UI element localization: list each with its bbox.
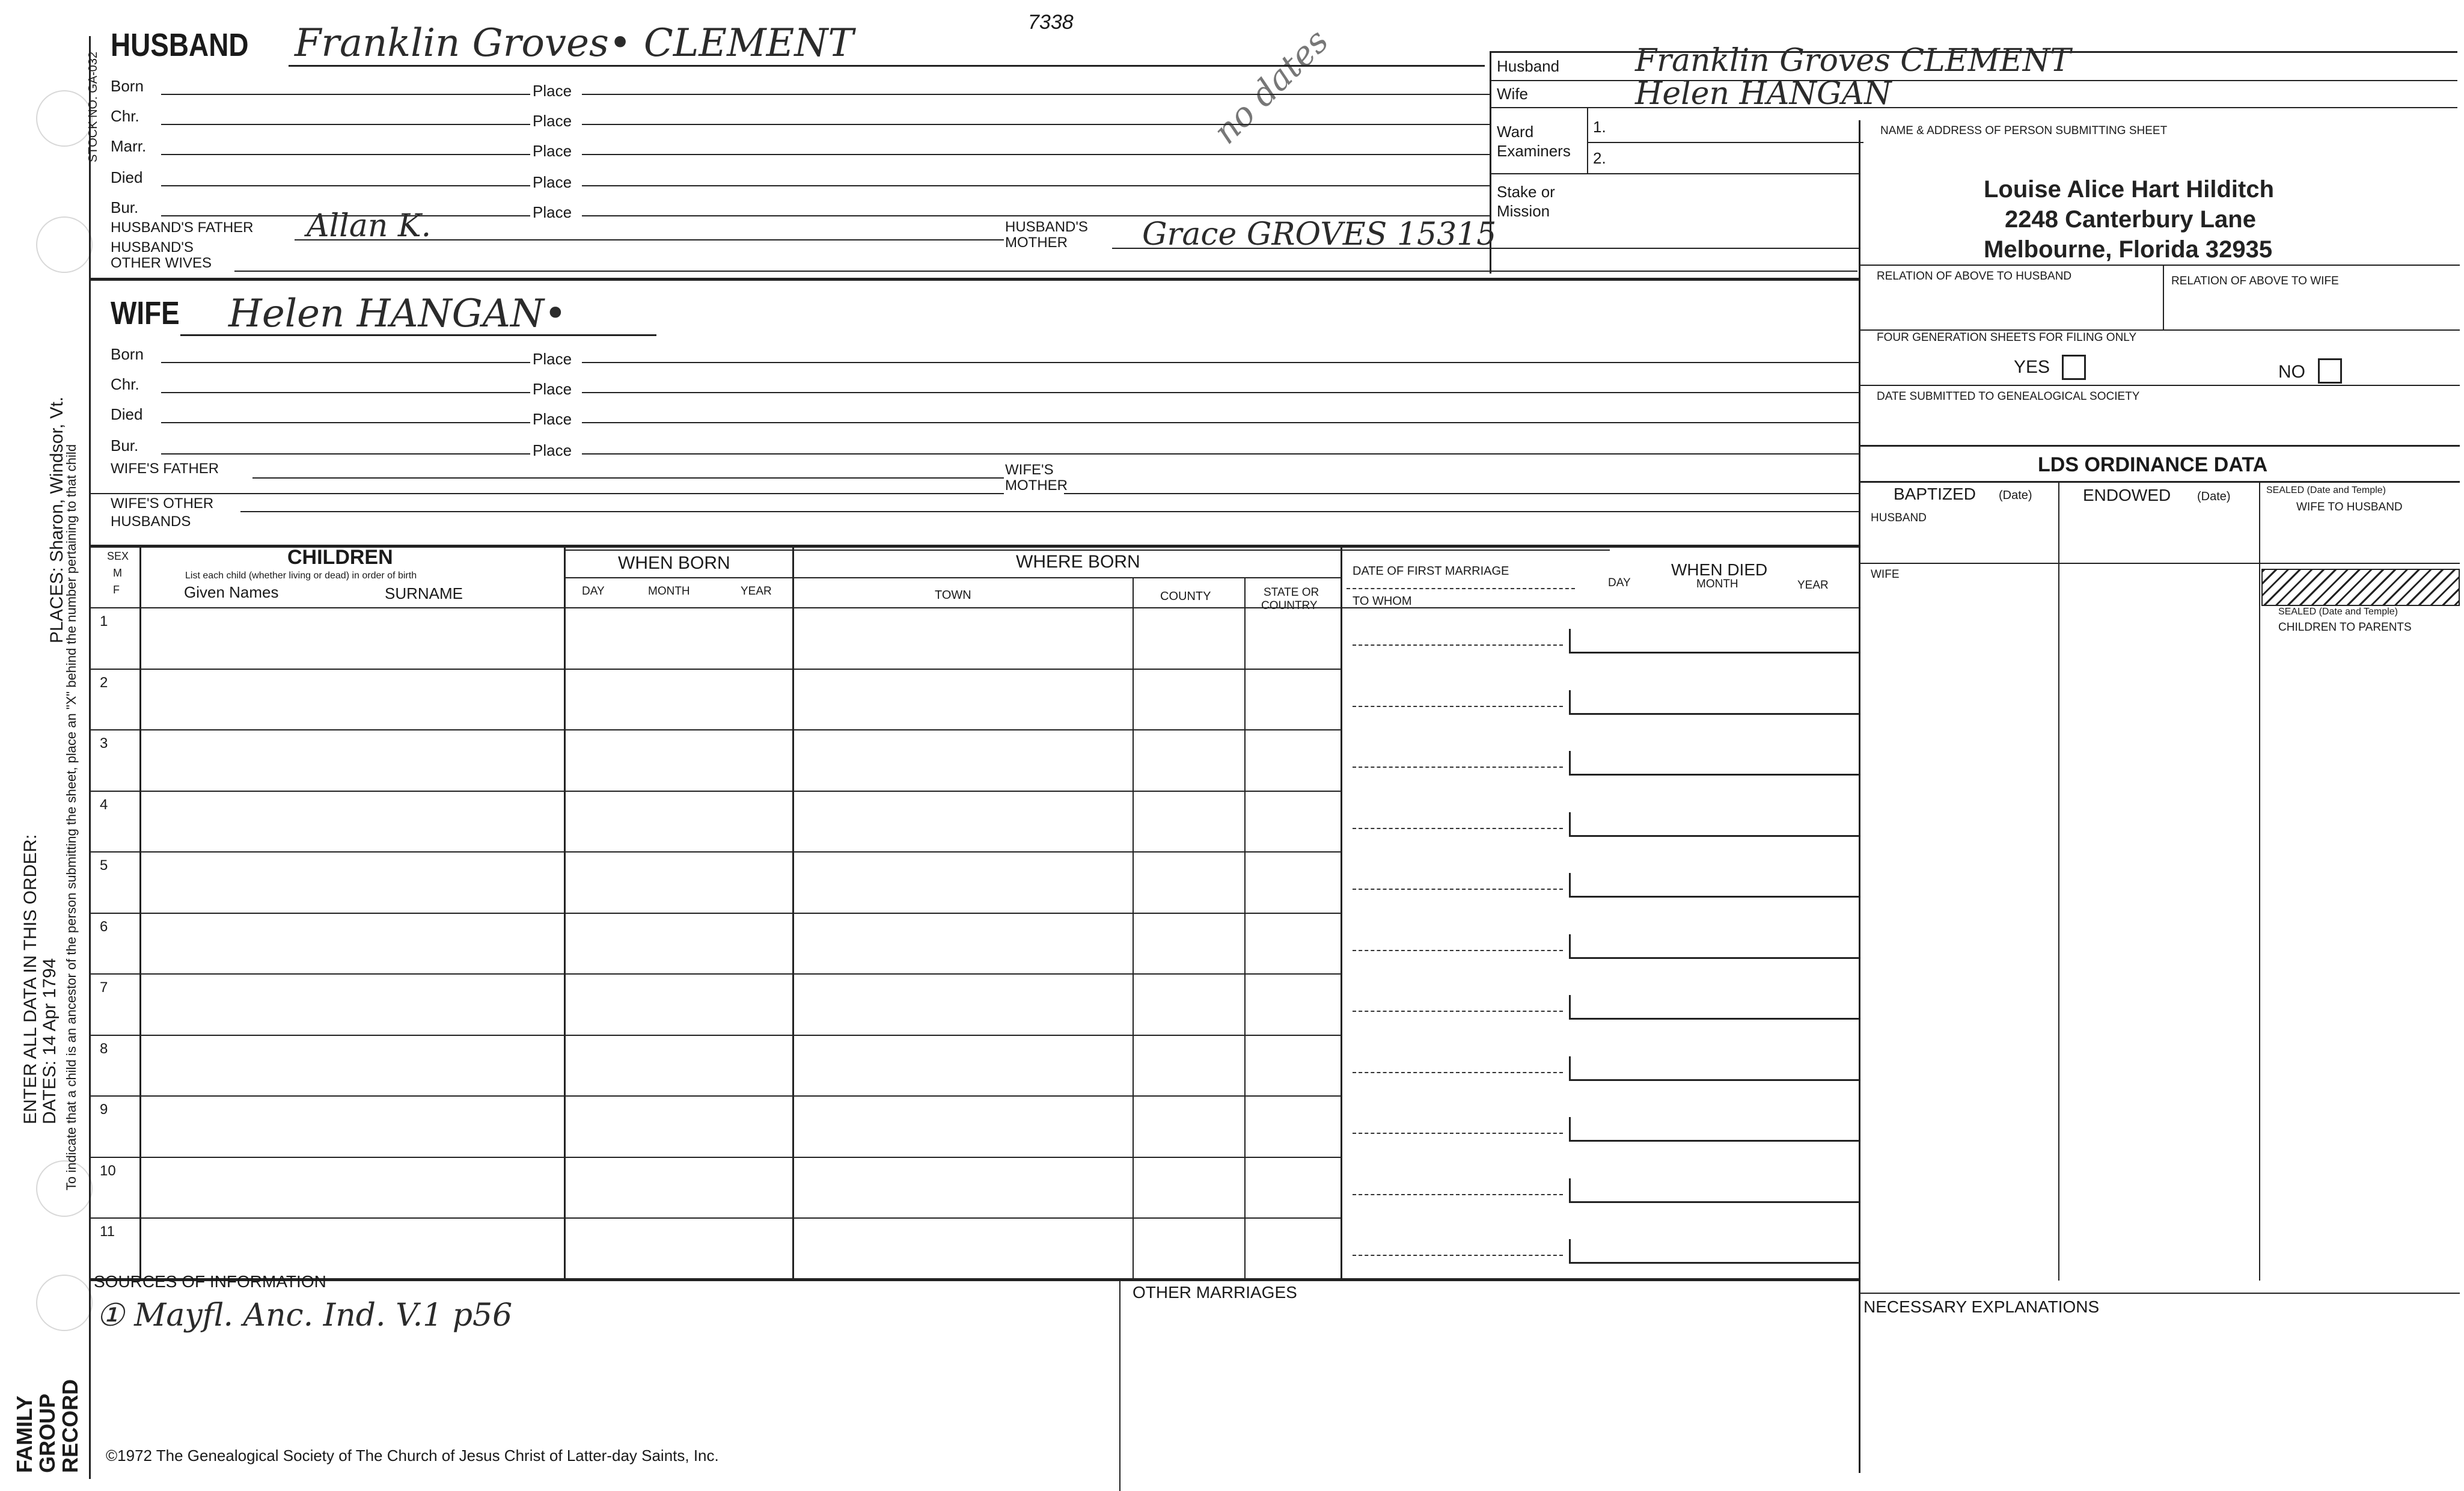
- husband-father-value[interactable]: Allan K.: [307, 208, 432, 244]
- children-born-divider: [792, 545, 794, 1278]
- children-when-died: WHEN DIED: [1671, 560, 1768, 579]
- copyright: ©1972 The Genealogical Society of The Church of Jesus Christ of Latter-day Saints, Inc.: [106, 1447, 719, 1465]
- wife-other-husbands-2: HUSBANDS: [111, 513, 191, 530]
- lds-hatched-box: [2261, 569, 2460, 606]
- rp-ward-label-2: Examiners: [1497, 142, 1571, 160]
- child-died-bracket: [1569, 873, 1571, 897]
- husband-heading: HUSBAND: [111, 27, 249, 63]
- wife-chr-label: Chr.: [111, 375, 139, 393]
- child-died-line[interactable]: [1569, 1201, 1859, 1203]
- wife-mother-line: [1064, 493, 1859, 494]
- child-marriage-dash[interactable]: [1353, 889, 1563, 890]
- rp-no-label: NO: [2278, 362, 2305, 382]
- wife-other-husbands-1: WIFE'S OTHER: [111, 495, 214, 512]
- child-row-line: [89, 851, 1341, 853]
- wife-place-label: Place: [533, 350, 572, 368]
- punch-hole: [36, 90, 93, 147]
- places-note: PLACES: Sharon, Windsor, Vt.: [47, 396, 67, 643]
- children-state-1: STATE OR: [1264, 586, 1319, 599]
- wife-bur-label: Bur.: [111, 436, 139, 455]
- child-row-number: 9: [100, 1101, 108, 1118]
- child-died-bracket: [1569, 629, 1571, 653]
- children-title: CHILDREN: [287, 546, 393, 569]
- child-died-bracket: [1569, 1239, 1571, 1263]
- children-sex-divider: [139, 545, 141, 1278]
- children-town-divider: [1133, 577, 1134, 1278]
- rp-submitter-bottom: [1859, 265, 2460, 266]
- husband-section-bottom: [89, 278, 1859, 281]
- children-first-marriage: DATE OF FIRST MARRIAGE: [1353, 565, 1509, 578]
- child-marriage-dash[interactable]: [1353, 644, 1563, 646]
- husband-born-label: Born: [111, 77, 144, 95]
- husband-id-number: 7338: [1028, 11, 1074, 34]
- children-county-divider: [1244, 577, 1246, 1278]
- wife-place-line[interactable]: [582, 453, 1859, 455]
- lds-endowed-date: (Date): [2197, 490, 2231, 503]
- husband-date-line[interactable]: [161, 124, 530, 125]
- husband-place-label: Place: [533, 203, 572, 221]
- husband-place-line[interactable]: [582, 94, 1490, 95]
- child-died-bracket: [1569, 1056, 1571, 1080]
- lds-sealed-1: SEALED (Date and Temple): [2266, 485, 2386, 495]
- no-dates-note: no dates: [1206, 21, 1336, 152]
- form-title: [13, 1317, 81, 1473]
- rp-wife-line: [1490, 107, 2457, 108]
- child-marriage-dash[interactable]: [1353, 1011, 1563, 1012]
- children-name-divider: [564, 545, 566, 1278]
- husband-father-line: [295, 239, 1004, 240]
- lds-header-line: [1859, 481, 2460, 483]
- when-born-sub-line: [564, 577, 792, 578]
- husband-date-line[interactable]: [161, 94, 530, 95]
- husband-other-wives-1: HUSBAND'S: [111, 239, 194, 256]
- child-row-line: [89, 729, 1341, 730]
- wife-other-husbands-line: [240, 511, 1859, 512]
- child-row-number: 2: [100, 675, 108, 691]
- other-marriages-label: OTHER MARRIAGES: [1133, 1283, 1297, 1302]
- rp-relation-divider: [2163, 265, 2164, 329]
- children-state-2: COUNTRY: [1261, 599, 1318, 612]
- wife-place-label: Place: [533, 441, 572, 459]
- children-town: TOWN: [935, 589, 971, 602]
- child-died-line[interactable]: [1569, 1262, 1859, 1264]
- rp-ward-divider: [1587, 108, 1588, 173]
- husband-mother-line: [1112, 248, 1859, 249]
- husband-other-wives-2: OTHER WIVES: [111, 255, 212, 271]
- husband-name[interactable]: Franklin Groves• CLEMENT: [295, 21, 854, 66]
- rp-four-gen: FOUR GENERATION SHEETS FOR FILING ONLY: [1877, 331, 2137, 344]
- form-title-text: FAMILY GROUP RECORD: [12, 1379, 82, 1473]
- rp-submitter-line2[interactable]: 2248 Canterbury Lane: [2005, 206, 2256, 233]
- rp-ward-label-1: Ward: [1497, 123, 1534, 141]
- child-marriage-dash[interactable]: [1353, 706, 1563, 707]
- child-died-bracket: [1569, 995, 1571, 1019]
- husband-mother-label-1: HUSBAND'S: [1005, 219, 1088, 235]
- child-row-line: [89, 1035, 1341, 1036]
- child-died-line[interactable]: [1569, 1140, 1859, 1142]
- child-row-line: [89, 669, 1341, 670]
- child-row-number: 1: [100, 613, 108, 629]
- husband-place-label: Place: [533, 173, 572, 191]
- punch-hole: [36, 216, 93, 273]
- lds-husband: HUSBAND: [1871, 512, 1927, 524]
- wife-place-label: Place: [533, 410, 572, 428]
- rp-yes-label: YES: [2014, 357, 2050, 377]
- child-row-number: 3: [100, 735, 108, 752]
- children-sex-2: M: [113, 567, 122, 579]
- child-died-line[interactable]: [1569, 713, 1859, 715]
- sources-label: SOURCES OF INFORMATION: [94, 1272, 326, 1291]
- rp-relation-husband: RELATION OF ABOVE TO HUSBAND: [1877, 270, 2072, 283]
- rp-wife-value[interactable]: Helen HANGAN: [1635, 76, 1892, 112]
- husband-place-line[interactable]: [582, 185, 1490, 186]
- wife-mother-top: [89, 493, 1004, 494]
- lds-husband-line: [1859, 563, 2460, 564]
- children-subtitle: List each child (whether living or dead) in order of birth: [185, 571, 417, 581]
- child-row-line: [89, 1095, 1341, 1097]
- died-year: YEAR: [1797, 579, 1829, 592]
- wife-place-line[interactable]: [582, 392, 1859, 393]
- wife-place-line[interactable]: [582, 422, 1859, 423]
- children-given-names: Given Names: [184, 583, 279, 601]
- ancestor-note: To indicate that a child is an ancestor of the person submitting the sheet, place an "X" behind the number pertaining to that child: [64, 444, 79, 1190]
- wife-name-line: [180, 334, 656, 336]
- husband-place-label: Place: [533, 112, 572, 130]
- husband-place-label: Place: [533, 142, 572, 160]
- wife-born-label: Born: [111, 345, 144, 363]
- died-day: DAY: [1608, 577, 1631, 589]
- yes-checkbox[interactable]: [2062, 355, 2086, 380]
- wife-place-line[interactable]: [582, 362, 1859, 363]
- child-row-line: [89, 913, 1341, 914]
- lds-baptized: BAPTIZED: [1894, 485, 1976, 503]
- lds-sealed-c1: SEALED (Date and Temple): [2278, 607, 2398, 617]
- children-sex-1: SEX: [107, 550, 129, 562]
- husband-date-line[interactable]: [161, 185, 530, 186]
- died-month: MONTH: [1696, 578, 1738, 590]
- children-month: MONTH: [648, 585, 690, 598]
- rp-submitter-line1[interactable]: Louise Alice Hart Hilditch: [1984, 176, 2275, 203]
- child-died-line[interactable]: [1569, 896, 1859, 898]
- child-died-bracket: [1569, 690, 1571, 714]
- child-died-bracket: [1569, 812, 1571, 836]
- lds-top-line: [1859, 445, 2460, 447]
- rp-four-gen-bottom: [1859, 385, 2460, 386]
- explanations-label: NECESSARY EXPLANATIONS: [1863, 1297, 2100, 1316]
- husband-place-line[interactable]: [582, 124, 1490, 125]
- child-marriage-dash[interactable]: [1353, 1133, 1563, 1134]
- children-year: YEAR: [741, 585, 772, 598]
- rp-submitter-line3[interactable]: Melbourne, Florida 32935: [1984, 236, 2273, 263]
- husband-chr-label: Chr.: [111, 107, 139, 125]
- child-row-number: 5: [100, 857, 108, 874]
- stock-number: STOCK NO. GA-032: [87, 51, 100, 162]
- lds-wife: WIFE: [1871, 568, 1900, 581]
- bottom-divider-1: [1119, 1278, 1120, 1491]
- wife-heading: WIFE: [111, 295, 180, 331]
- child-marriage-dash[interactable]: [1353, 1072, 1563, 1073]
- child-row-number: 7: [100, 979, 108, 996]
- rp-wife-label: Wife: [1497, 85, 1528, 103]
- child-row-line: [89, 1157, 1341, 1158]
- rp-stake-1: Stake or: [1497, 183, 1555, 201]
- rp-husband-label: Husband: [1497, 57, 1560, 75]
- rp-husband-value[interactable]: Franklin Groves CLEMENT: [1635, 43, 2071, 79]
- center-border: [1859, 120, 1860, 1473]
- child-row-number: 8: [100, 1041, 108, 1057]
- rp-submitter-label: NAME & ADDRESS OF PERSON SUBMITTING SHEET: [1880, 124, 2168, 137]
- child-row-line: [89, 1217, 1341, 1219]
- child-died-bracket: [1569, 751, 1571, 775]
- children-day: DAY: [582, 585, 605, 598]
- child-died-line[interactable]: [1569, 652, 1859, 654]
- wife-mother-label-2: MOTHER: [1005, 477, 1068, 494]
- explanations-line: [1859, 1293, 2460, 1294]
- child-died-bracket: [1569, 1178, 1571, 1202]
- wife-date-line[interactable]: [161, 422, 530, 423]
- lds-sealed-2: WIFE TO HUSBAND: [2296, 501, 2403, 513]
- wife-father-line: [252, 477, 1004, 479]
- husband-place-label: Place: [533, 82, 572, 100]
- rp-stake-2: Mission: [1497, 202, 1550, 220]
- children-to-whom: TO WHOM: [1353, 595, 1412, 608]
- child-row-number: 11: [100, 1223, 115, 1240]
- lds-divider-2: [2259, 481, 2260, 1281]
- rp-ward-bottom-line: [1490, 173, 1859, 174]
- wife-date-line[interactable]: [161, 362, 530, 363]
- child-marriage-dash[interactable]: [1353, 1194, 1563, 1195]
- children-sex-3: F: [113, 584, 120, 596]
- husband-name-line: [289, 65, 1485, 67]
- wife-name[interactable]: Helen HANGAN•: [228, 292, 567, 336]
- child-died-line[interactable]: [1569, 957, 1859, 959]
- first-marriage-dash: [1347, 588, 1575, 589]
- children-where-born: WHERE BORN: [1016, 552, 1140, 572]
- wife-place-label: Place: [533, 380, 572, 398]
- child-marriage-dash[interactable]: [1353, 828, 1563, 829]
- rp-relation-wife: RELATION OF ABOVE TO WIFE: [2171, 275, 2339, 287]
- rp-ward-1: 1.: [1593, 118, 1606, 136]
- lds-title: LDS ORDINANCE DATA: [2038, 453, 2268, 476]
- child-died-line[interactable]: [1569, 1018, 1859, 1020]
- lds-sealed-c2: CHILDREN TO PARENTS: [2278, 621, 2412, 634]
- children-county: COUNTY: [1160, 590, 1211, 603]
- husband-bur-label: Bur.: [111, 198, 139, 216]
- no-checkbox[interactable]: [2318, 358, 2342, 384]
- wife-mother-label-1: WIFE'S: [1005, 462, 1054, 478]
- child-marriage-dash[interactable]: [1353, 1255, 1563, 1256]
- child-marriage-dash[interactable]: [1353, 950, 1563, 951]
- where-born-sub-line: [792, 577, 1341, 578]
- child-died-bracket: [1569, 934, 1571, 958]
- children-when-born: WHEN BORN: [618, 553, 730, 573]
- child-died-bracket: [1569, 1117, 1571, 1141]
- child-died-line[interactable]: [1569, 1079, 1859, 1081]
- husband-mother-value[interactable]: Grace GROVES 15315: [1142, 216, 1497, 253]
- husband-died-label: Died: [111, 168, 143, 186]
- child-row-number: 10: [100, 1163, 116, 1179]
- enter-order-note: ENTER ALL DATA IN THIS ORDER:: [20, 834, 40, 1124]
- lds-endowed: ENDOWED: [2083, 486, 2171, 504]
- husband-mother-label-2: MOTHER: [1005, 234, 1068, 251]
- rp-relation-bottom: [1859, 329, 2460, 331]
- husband-date-line[interactable]: [161, 154, 530, 155]
- child-row-line: [89, 973, 1341, 975]
- husband-place-line[interactable]: [582, 154, 1490, 155]
- child-row-line: [89, 791, 1341, 792]
- children-table-bottom: [89, 1278, 1859, 1281]
- wife-died-label: Died: [111, 405, 143, 423]
- husband-father-label: HUSBAND'S FATHER: [111, 219, 254, 236]
- lds-baptized-date: (Date): [1999, 489, 2032, 502]
- children-state-divider: [1341, 545, 1342, 1278]
- wife-father-label: WIFE'S FATHER: [111, 461, 219, 477]
- husband-other-wives-line: [234, 271, 1857, 272]
- wife-date-line[interactable]: [161, 392, 530, 393]
- child-died-line[interactable]: [1569, 835, 1859, 837]
- child-marriage-dash[interactable]: [1353, 767, 1563, 768]
- lds-divider-1: [2058, 481, 2059, 1281]
- children-header-bottom: [89, 607, 1859, 608]
- wife-date-line[interactable]: [161, 453, 530, 455]
- sources-value[interactable]: ① Mayfl. Anc. Ind. V.1 p56: [96, 1297, 513, 1333]
- children-surname: SURNAME: [385, 584, 463, 602]
- child-died-line[interactable]: [1569, 774, 1859, 776]
- children-header-top: [564, 550, 1610, 551]
- husband-marr-label: Marr.: [111, 137, 147, 155]
- child-row-number: 6: [100, 919, 108, 935]
- rp-date-submitted: DATE SUBMITTED TO GENEALOGICAL SOCIETY: [1877, 390, 2140, 403]
- rp-ward-2: 2.: [1593, 149, 1606, 167]
- child-row-number: 4: [100, 797, 108, 813]
- dates-note: DATES: 14 Apr 1794: [40, 958, 60, 1124]
- rp-ward-mid-line: [1587, 142, 1863, 143]
- left-border: [89, 36, 91, 1479]
